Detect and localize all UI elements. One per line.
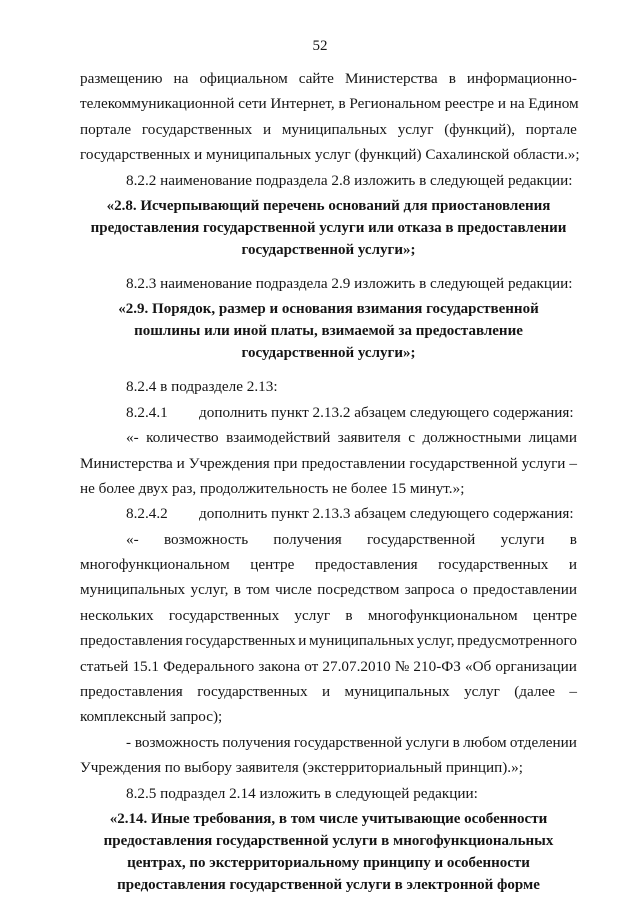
text-line: «- возможность получения государственной услуги в	[126, 530, 577, 548]
heading-2-14: «2.14. Иные требования, в том числе учитывающие особенности предоставления государственной услуги в многофункциональных центрах, по экстерриториальному принципу и особенности предоставления государственной услуги в электронной форме	[103, 810, 554, 893]
text-line: не более двух раз, продолжительность не более 15 минут.»;	[80, 479, 465, 497]
text-line: многофункциональном центре предоставления государственных и	[80, 556, 577, 574]
text-line: статьей 15.1 Федерального закона от 27.07.2010 № 210-ФЗ «Об организации	[80, 657, 577, 675]
item-8-2-4: 8.2.4 в подразделе 2.13:	[126, 378, 278, 396]
text-line: Министерства и Учреждения при предоставлении государственной услуги –	[80, 454, 577, 472]
heading-2-8: «2.8. Исчерпывающий перечень оснований для приостановления предоставления государственной услуги или отказа в предоставлении государственной услуги»;	[90, 197, 567, 258]
item-8-2-5: 8.2.5 подраздел 2.14 изложить в следующей редакции:	[126, 784, 478, 802]
heading-2-9: «2.9. Порядок, размер и основания взимания государственной пошлины или иной платы, взимаемой за предоставление государственной услуги»;	[118, 301, 539, 362]
text-line: портале государственных и муниципальных услуг (функций), портале	[80, 120, 577, 138]
text-line: муниципальных услуг, в том числе посредством запроса о предоставлении	[80, 581, 577, 599]
item-8-2-3: 8.2.3 наименование подраздела 2.9 изложить в следующей редакции:	[126, 274, 573, 292]
text-line: Учреждения по выбору заявителя (экстерриториальный принцип).»;	[80, 759, 523, 777]
text-line: государственных и муниципальных услуг (функций) Сахалинской области.»;	[80, 146, 580, 164]
item-8-2-2: 8.2.2 наименование подраздела 2.8 изложить в следующей редакции:	[126, 171, 573, 189]
text-line: - возможность получения государственной услуги в любом отделении	[126, 733, 577, 751]
text-line: размещению на официальном сайте Министерства в информационно-	[80, 70, 577, 87]
text-line: комплексный запрос);	[80, 708, 223, 726]
text-line: предоставления государственных и муниципальных услуг, предусмотренного	[80, 632, 577, 650]
text-line: «- количество взаимодействий заявителя с должностными лицами	[126, 429, 577, 447]
text-line: нескольких государственных услуг в многофункциональном центре	[80, 606, 577, 624]
document-body	[80, 66, 580, 906]
item-8-2-4-1: 8.2.4.1 дополнить пункт 2.13.2 абзацем следующего содержания:	[126, 403, 574, 421]
text-line: телекоммуникационной сети Интернет, в Региональном реестре и на Едином	[80, 95, 579, 113]
page-number: 52	[312, 38, 328, 54]
item-8-2-4-2: 8.2.4.2 дополнить пункт 2.13.3 абзацем следующего содержания:	[126, 505, 574, 523]
text-line: предоставления государственных и муниципальных услуг (далее –	[80, 683, 577, 701]
